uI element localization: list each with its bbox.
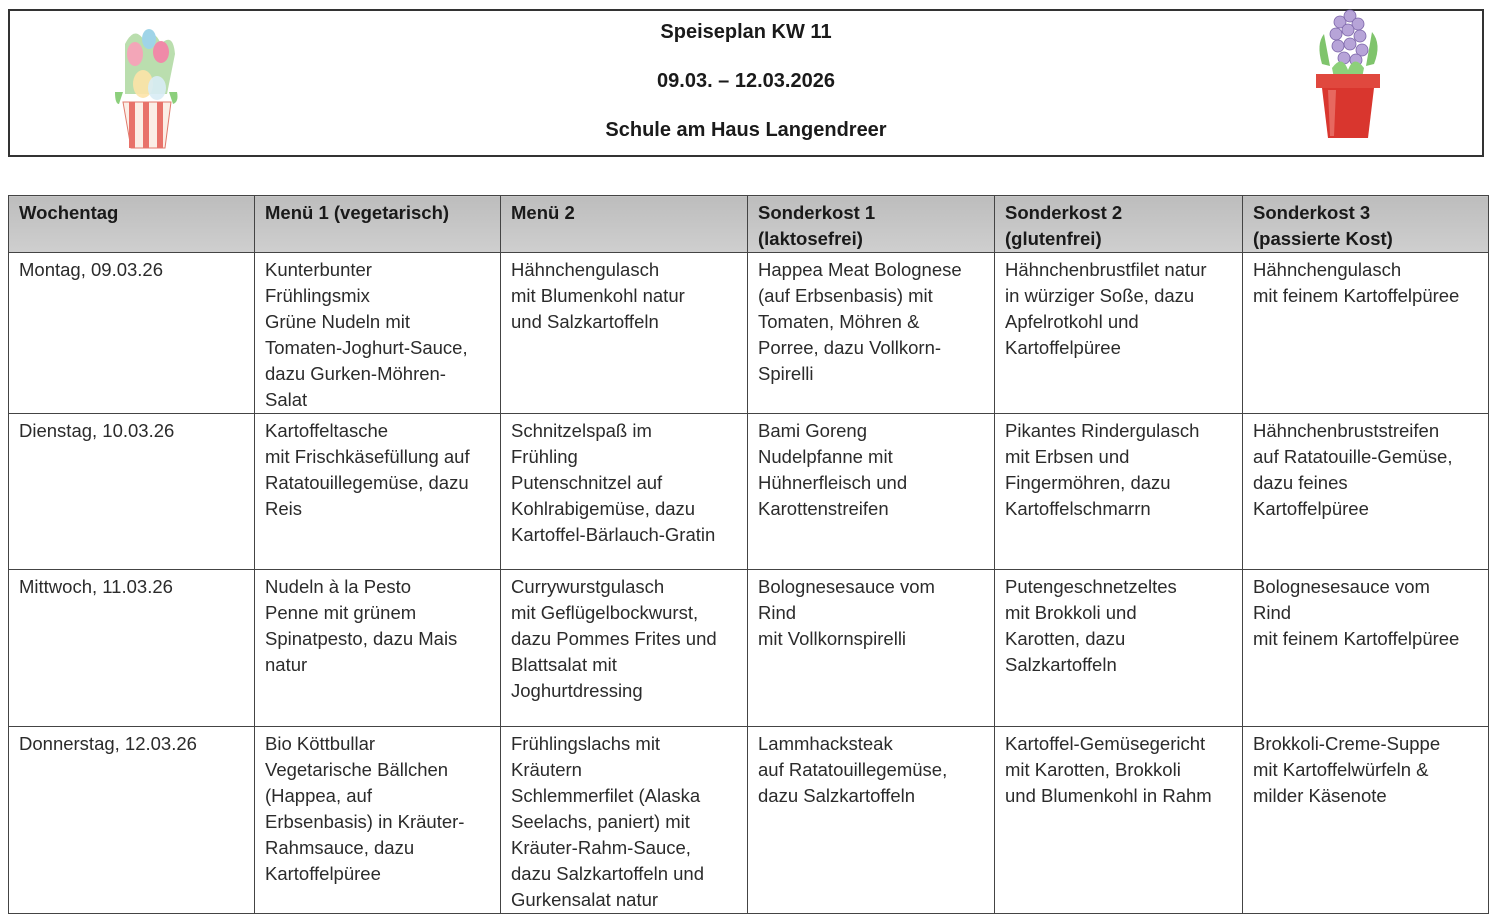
weekday-cell: Montag, 09.03.26 [9, 253, 255, 414]
menu-cell: Hähnchenbruststreifen auf Ratatouille-Gemüse, dazu feines Kartoffelpüree [1243, 414, 1489, 570]
col-header-sonderkost2: Sonderkost 2 (glutenfrei) [995, 196, 1243, 253]
table-row [9, 727, 1489, 914]
header-row [9, 196, 1489, 253]
menu-cell: Hähnchenbrustfilet natur in würziger Soße, dazu Apfelrotkohl und Kartoffelpüree [995, 253, 1243, 414]
header-box [8, 9, 1484, 157]
menu-cell: Frühlingslachs mit Kräutern Schlemmerfilet (Alaska Seelachs, paniert) mit Kräuter-Rahm-Sauce, dazu Salzkartoffeln und Gurkensalat natur [501, 727, 748, 914]
col-header-weekday: Wochentag [9, 196, 255, 253]
col-header-menu2: Menü 2 [501, 196, 748, 253]
menu-cell: Brokkoli-Creme-Suppe mit Kartoffelwürfeln & milder Käsenote [1243, 727, 1489, 914]
page-title: Speiseplan KW 11 [660, 21, 832, 43]
col-header-sonderkost1: Sonderkost 1 (laktosefrei) [748, 196, 995, 253]
menu-cell: Bio Köttbullar Vegetarische Bällchen (Happea, auf Erbsenbasis) in Kräuter- Rahmsauce, dazu Kartoffelpüree [255, 727, 501, 914]
flower-basket-icon [95, 14, 195, 154]
menu-cell: Hähnchengulasch mit Blumenkohl natur und Salzkartoffeln [501, 253, 748, 414]
weekday-cell: Mittwoch, 11.03.26 [9, 570, 255, 727]
school-name: Schule am Haus Langendreer [605, 119, 887, 141]
menu-cell: Bami Goreng Nudelpfanne mit Hühnerfleisch und Karottenstreifen [748, 414, 995, 570]
menu-cell: Kartoffel-Gemüsegericht mit Karotten, Brokkoli und Blumenkohl in Rahm [995, 727, 1243, 914]
menu-cell: Kartoffeltasche mit Frischkäsefüllung auf Ratatouillegemüse, dazu Reis [255, 414, 501, 570]
weekday-cell: Donnerstag, 12.03.26 [9, 727, 255, 914]
col-header-sonderkost3: Sonderkost 3 (passierte Kost) [1243, 196, 1489, 253]
table-row [9, 414, 1489, 570]
table-row [9, 253, 1489, 414]
menu-cell: Lammhacksteak auf Ratatouillegemüse, dazu Salzkartoffeln [748, 727, 995, 914]
menu-cell: Hähnchengulasch mit feinem Kartoffelpüree [1243, 253, 1489, 414]
menu-cell: Currywurstgulasch mit Geflügelbockwurst, dazu Pommes Frites und Blattsalat mit Joghurtdressing [501, 570, 748, 727]
menu-cell: Happea Meat Bolognese (auf Erbsenbasis) mit Tomaten, Möhren & Porree, dazu Vollkorn- Spirelli [748, 253, 995, 414]
table-row [9, 570, 1489, 727]
weekday-cell: Dienstag, 10.03.26 [9, 414, 255, 570]
menu-cell: Bolognesesauce vom Rind mit feinem Kartoffelpüree [1243, 570, 1489, 727]
menu-cell: Schnitzelspaß im Frühling Putenschnitzel auf Kohlrabigemüse, dazu Kartoffel-Bärlauch-Gratin [501, 414, 748, 570]
menu-cell: Pikantes Rindergulasch mit Erbsen und Fingermöhren, dazu Kartoffelschmarrn [995, 414, 1243, 570]
menu-cell: Kunterbunter Frühlingsmix Grüne Nudeln mit Tomaten-Joghurt-Sauce, dazu Gurken-Möhren- Salat [255, 253, 501, 414]
menu-table [8, 195, 1489, 914]
date-range: 09.03. – 12.03.2026 [657, 70, 835, 92]
hyacinth-pot-icon [1302, 4, 1394, 144]
menu-cell: Putengeschnetzeltes mit Brokkoli und Karotten, dazu Salzkartoffeln [995, 570, 1243, 727]
menu-cell: Nudeln à la Pesto Penne mit grünem Spinatpesto, dazu Mais natur [255, 570, 501, 727]
menu-cell: Bolognesesauce vom Rind mit Vollkornspirelli [748, 570, 995, 727]
col-header-menu1: Menü 1 (vegetarisch) [255, 196, 501, 253]
